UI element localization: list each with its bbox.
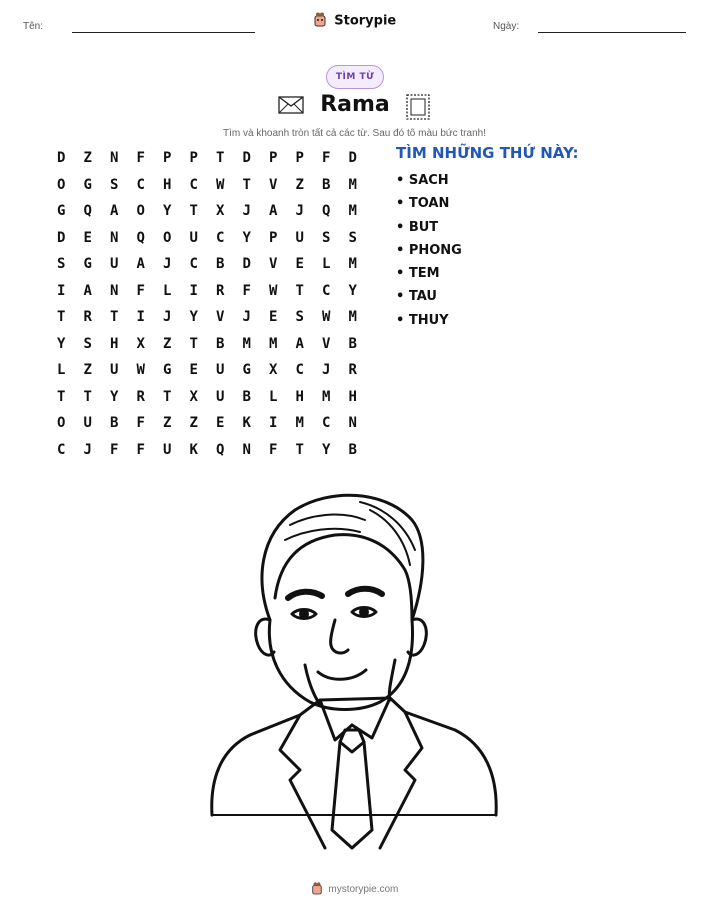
- grid-cell[interactable]: K: [242, 415, 251, 432]
- grid-row: [48, 145, 368, 172]
- word-list-item: • BUT: [396, 219, 439, 235]
- word-list-item: • PHONG: [396, 242, 462, 258]
- grid-cell[interactable]: C: [322, 282, 331, 299]
- grid-cell[interactable]: U: [83, 415, 92, 432]
- grid-cell[interactable]: D: [242, 256, 251, 273]
- grid-cell[interactable]: N: [110, 229, 119, 246]
- grid-cell[interactable]: I: [269, 415, 278, 432]
- grid-cell[interactable]: Y: [322, 441, 331, 458]
- grid-cell[interactable]: R: [83, 309, 92, 326]
- grid-cell[interactable]: X: [269, 362, 278, 379]
- grid-cell[interactable]: X: [189, 388, 198, 405]
- grid-cell[interactable]: J: [163, 309, 172, 326]
- grid-cell[interactable]: D: [57, 229, 66, 246]
- instruction-text: Tìm và khoanh tròn tất cả các từ. Sau đó tô màu bức tranh!: [223, 128, 486, 139]
- grid-cell[interactable]: O: [163, 229, 172, 246]
- grid-cell[interactable]: Z: [295, 176, 304, 193]
- grid-cell[interactable]: D: [57, 150, 66, 167]
- grid-cell[interactable]: T: [163, 388, 172, 405]
- word-list-title: TÌM NHỮNG THỨ NÀY:: [396, 144, 579, 162]
- grid-cell[interactable]: N: [110, 150, 119, 167]
- grid-cell[interactable]: K: [189, 441, 198, 458]
- word-list-item: • TEM: [396, 266, 440, 282]
- storypie-logo-icon: [311, 881, 323, 898]
- grid-cell[interactable]: L: [163, 282, 172, 299]
- grid-cell[interactable]: F: [136, 150, 145, 167]
- grid-cell[interactable]: T: [110, 309, 119, 326]
- grid-cell[interactable]: S: [348, 229, 357, 246]
- grid-cell[interactable]: N: [110, 282, 119, 299]
- word-list-item: • TAU: [396, 289, 437, 305]
- grid-cell[interactable]: Z: [83, 362, 92, 379]
- grid-cell[interactable]: D: [348, 150, 357, 167]
- man-in-suit-illustration: [200, 480, 510, 854]
- grid-cell[interactable]: G: [242, 362, 251, 379]
- grid-cell[interactable]: O: [57, 176, 66, 193]
- grid-cell[interactable]: Y: [57, 335, 66, 352]
- grid-cell[interactable]: S: [57, 256, 66, 273]
- date-line[interactable]: [538, 32, 686, 33]
- grid-cell[interactable]: E: [295, 256, 304, 273]
- footer-url[interactable]: mystorypie.com: [328, 884, 399, 896]
- grid-cell[interactable]: S: [83, 335, 92, 352]
- grid-cell[interactable]: J: [242, 203, 251, 220]
- grid-cell[interactable]: O: [136, 203, 145, 220]
- grid-cell[interactable]: J: [295, 203, 304, 220]
- grid-cell[interactable]: W: [269, 282, 278, 299]
- grid-cell[interactable]: M: [348, 176, 357, 193]
- grid-cell[interactable]: Q: [136, 229, 145, 246]
- grid-cell[interactable]: B: [242, 388, 251, 405]
- grid-cell[interactable]: P: [295, 150, 304, 167]
- grid-cell[interactable]: F: [110, 441, 119, 458]
- word-list-item: • TOAN: [396, 196, 450, 212]
- grid-cell[interactable]: G: [163, 362, 172, 379]
- letter-grid: [48, 145, 368, 463]
- grid-cell[interactable]: M: [322, 388, 331, 405]
- grid-cell[interactable]: R: [216, 282, 225, 299]
- grid-cell[interactable]: W: [136, 362, 145, 379]
- grid-cell[interactable]: U: [110, 256, 119, 273]
- word-list: [396, 171, 462, 334]
- name-line[interactable]: [72, 32, 255, 33]
- grid-cell[interactable]: V: [322, 335, 331, 352]
- grid-cell[interactable]: L: [322, 256, 331, 273]
- grid-cell[interactable]: W: [216, 176, 225, 193]
- grid-row: [48, 331, 368, 358]
- grid-cell[interactable]: J: [242, 309, 251, 326]
- grid-cell[interactable]: M: [295, 415, 304, 432]
- grid-cell[interactable]: F: [322, 150, 331, 167]
- grid-cell[interactable]: S: [322, 229, 331, 246]
- grid-cell[interactable]: B: [110, 415, 119, 432]
- grid-cell[interactable]: Z: [163, 335, 172, 352]
- grid-row: [48, 225, 368, 252]
- grid-cell[interactable]: U: [295, 229, 304, 246]
- grid-row: [48, 172, 368, 199]
- grid-cell[interactable]: N: [242, 441, 251, 458]
- grid-cell[interactable]: F: [136, 441, 145, 458]
- grid-cell[interactable]: P: [163, 150, 172, 167]
- stamp-icon: [405, 93, 431, 125]
- grid-cell[interactable]: B: [216, 335, 225, 352]
- grid-cell[interactable]: P: [269, 229, 278, 246]
- grid-cell[interactable]: D: [242, 150, 251, 167]
- grid-cell[interactable]: T: [295, 282, 304, 299]
- grid-cell[interactable]: F: [136, 415, 145, 432]
- footer: [0, 881, 709, 898]
- grid-cell[interactable]: V: [269, 256, 278, 273]
- word-list-item: • THUY: [396, 312, 449, 328]
- grid-cell[interactable]: A: [269, 203, 278, 220]
- grid-cell[interactable]: Y: [242, 229, 251, 246]
- grid-cell[interactable]: Y: [110, 388, 119, 405]
- grid-cell[interactable]: G: [83, 176, 92, 193]
- grid-cell[interactable]: U: [110, 362, 119, 379]
- grid-cell[interactable]: T: [189, 335, 198, 352]
- grid-cell[interactable]: M: [348, 256, 357, 273]
- date-label: Ngày:: [493, 21, 520, 32]
- grid-cell[interactable]: H: [110, 335, 119, 352]
- grid-cell[interactable]: P: [189, 150, 198, 167]
- grid-cell[interactable]: Y: [163, 203, 172, 220]
- grid-cell[interactable]: T: [242, 176, 251, 193]
- grid-cell[interactable]: R: [348, 362, 357, 379]
- grid-cell[interactable]: M: [348, 309, 357, 326]
- grid-cell[interactable]: J: [83, 441, 92, 458]
- grid-cell[interactable]: I: [189, 282, 198, 299]
- grid-cell[interactable]: M: [348, 203, 357, 220]
- grid-cell[interactable]: H: [348, 388, 357, 405]
- grid-cell[interactable]: P: [269, 150, 278, 167]
- grid-cell[interactable]: B: [348, 441, 357, 458]
- grid-cell[interactable]: Q: [83, 203, 92, 220]
- grid-cell[interactable]: U: [163, 441, 172, 458]
- grid-cell[interactable]: C: [295, 362, 304, 379]
- grid-cell[interactable]: T: [57, 388, 66, 405]
- grid-row: [48, 198, 368, 225]
- grid-cell[interactable]: H: [295, 388, 304, 405]
- grid-cell[interactable]: C: [189, 256, 198, 273]
- worksheet-type-badge: TÌM TỪ: [326, 65, 384, 89]
- grid-cell[interactable]: M: [242, 335, 251, 352]
- grid-cell[interactable]: F: [269, 441, 278, 458]
- grid-cell[interactable]: E: [83, 229, 92, 246]
- grid-cell[interactable]: U: [216, 362, 225, 379]
- word-list-item: • SACH: [396, 173, 449, 188]
- storypie-logo-icon: [313, 11, 327, 31]
- grid-cell[interactable]: I: [57, 282, 66, 299]
- grid-cell[interactable]: J: [322, 362, 331, 379]
- grid-cell[interactable]: E: [189, 362, 198, 379]
- grid-cell[interactable]: V: [269, 176, 278, 193]
- brand-name: Storypie: [334, 13, 397, 29]
- grid-row: [48, 384, 368, 411]
- grid-cell[interactable]: V: [216, 309, 225, 326]
- grid-cell[interactable]: R: [136, 388, 145, 405]
- grid-cell[interactable]: T: [57, 309, 66, 326]
- grid-cell[interactable]: M: [269, 335, 278, 352]
- grid-cell[interactable]: T: [216, 150, 225, 167]
- grid-cell[interactable]: L: [269, 388, 278, 405]
- grid-row: [48, 357, 368, 384]
- grid-row: [48, 410, 368, 437]
- grid-cell[interactable]: Z: [83, 150, 92, 167]
- name-label: Tên:: [23, 21, 44, 32]
- grid-cell[interactable]: F: [242, 282, 251, 299]
- page-title: Rama: [320, 92, 390, 117]
- grid-cell[interactable]: T: [295, 441, 304, 458]
- grid-cell[interactable]: G: [83, 256, 92, 273]
- grid-cell[interactable]: A: [83, 282, 92, 299]
- grid-cell[interactable]: W: [322, 309, 331, 326]
- grid-cell[interactable]: A: [110, 203, 119, 220]
- grid-cell[interactable]: Y: [348, 282, 357, 299]
- grid-cell[interactable]: C: [136, 176, 145, 193]
- grid-row: [48, 251, 368, 278]
- grid-cell[interactable]: N: [348, 415, 357, 432]
- grid-cell[interactable]: X: [216, 203, 225, 220]
- brand: [0, 11, 709, 31]
- grid-row: [48, 278, 368, 305]
- grid-cell[interactable]: T: [83, 388, 92, 405]
- envelope-icon: [278, 95, 304, 119]
- grid-cell[interactable]: A: [136, 256, 145, 273]
- grid-cell[interactable]: H: [163, 176, 172, 193]
- grid-cell[interactable]: I: [136, 309, 145, 326]
- grid-cell[interactable]: F: [136, 282, 145, 299]
- grid-cell[interactable]: Y: [189, 309, 198, 326]
- grid-cell[interactable]: S: [295, 309, 304, 326]
- grid-cell[interactable]: O: [57, 415, 66, 432]
- grid-cell[interactable]: T: [189, 203, 198, 220]
- grid-cell[interactable]: C: [57, 441, 66, 458]
- grid-cell[interactable]: U: [189, 229, 198, 246]
- grid-row: [48, 304, 368, 331]
- grid-cell[interactable]: B: [216, 256, 225, 273]
- grid-cell[interactable]: J: [163, 256, 172, 273]
- grid-cell[interactable]: C: [216, 229, 225, 246]
- grid-cell[interactable]: Z: [189, 415, 198, 432]
- grid-cell[interactable]: C: [189, 176, 198, 193]
- grid-cell[interactable]: B: [322, 176, 331, 193]
- grid-cell[interactable]: S: [110, 176, 119, 193]
- grid-cell[interactable]: G: [57, 203, 66, 220]
- grid-cell[interactable]: E: [216, 415, 225, 432]
- grid-row: [48, 437, 368, 464]
- grid-cell[interactable]: X: [136, 335, 145, 352]
- grid-cell[interactable]: A: [295, 335, 304, 352]
- grid-cell[interactable]: Q: [216, 441, 225, 458]
- grid-cell[interactable]: Q: [322, 203, 331, 220]
- grid-cell[interactable]: C: [322, 415, 331, 432]
- grid-cell[interactable]: Z: [163, 415, 172, 432]
- grid-cell[interactable]: L: [57, 362, 66, 379]
- grid-cell[interactable]: E: [269, 309, 278, 326]
- grid-cell[interactable]: B: [348, 335, 357, 352]
- grid-cell[interactable]: U: [216, 388, 225, 405]
